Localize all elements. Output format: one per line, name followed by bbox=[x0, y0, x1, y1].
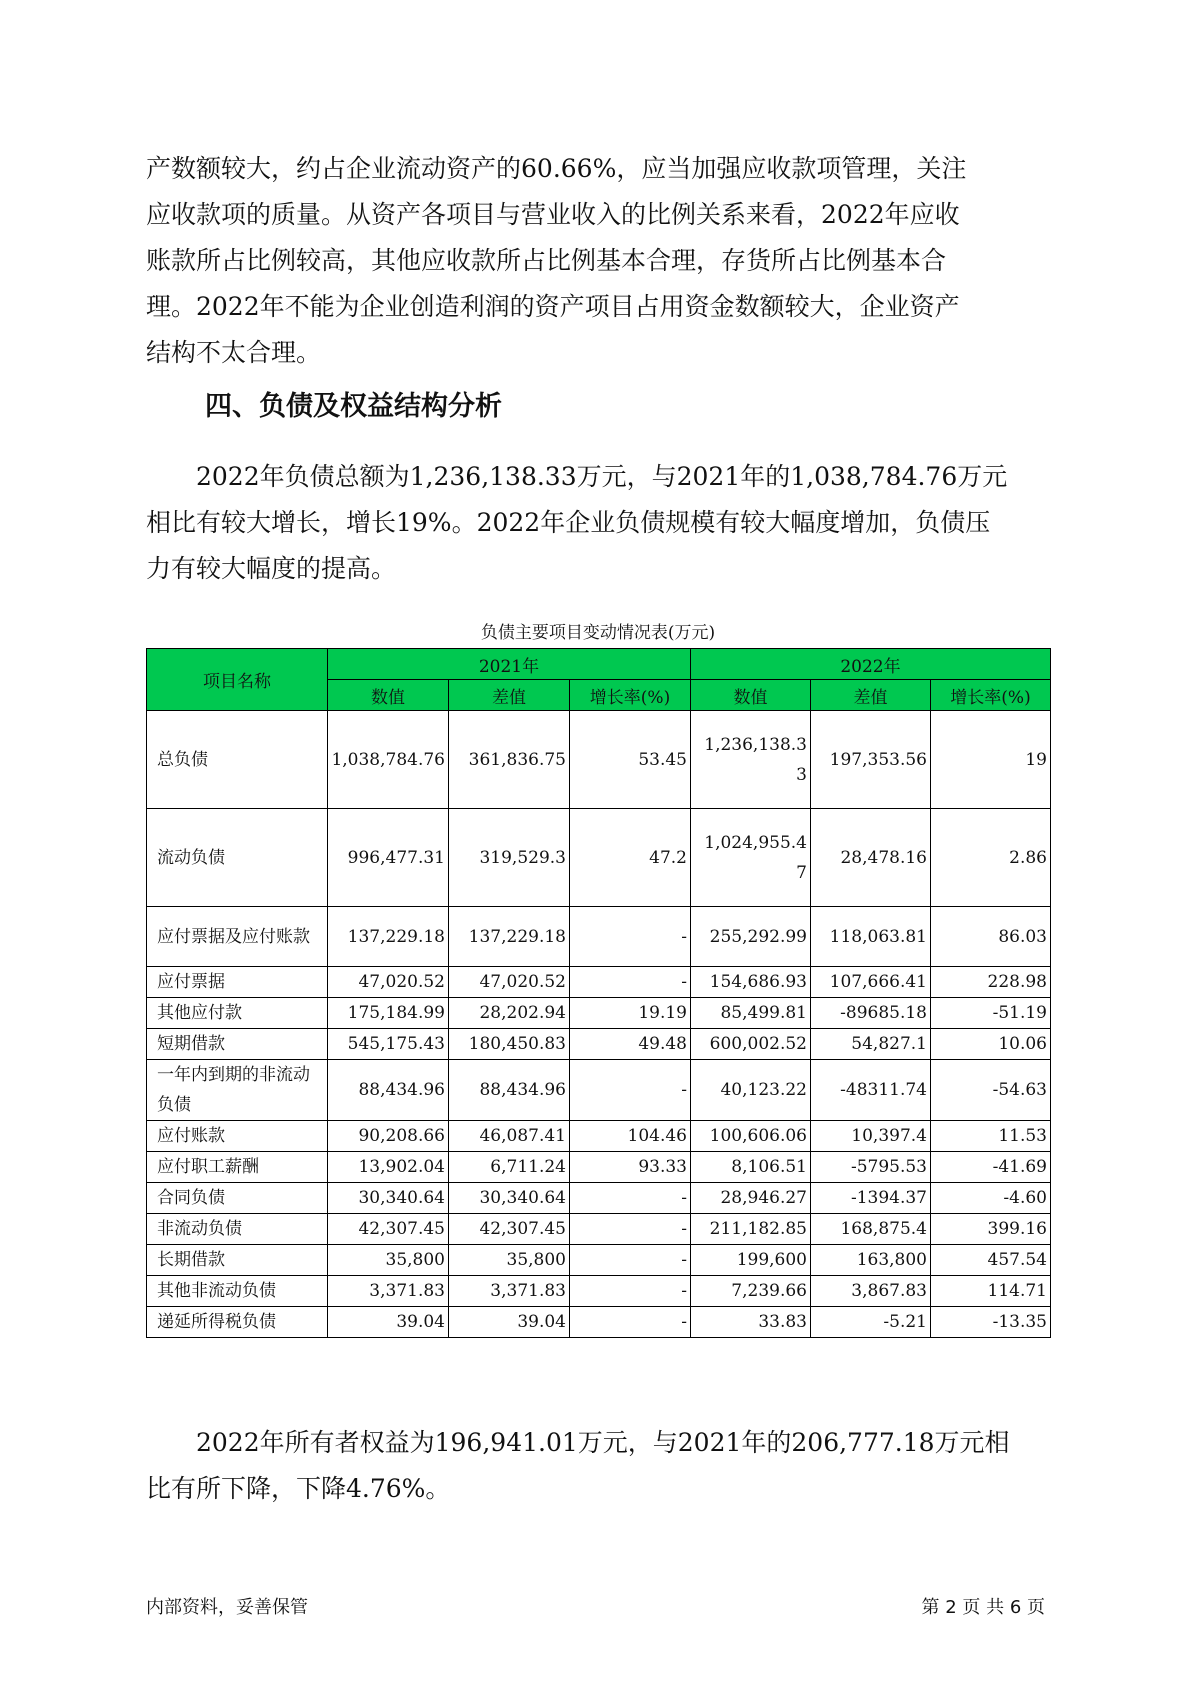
row-value-cell: 3,371.83 bbox=[449, 1276, 570, 1307]
row-value-cell: 457.54 bbox=[931, 1245, 1051, 1276]
row-value-cell: 6,711.24 bbox=[449, 1152, 570, 1183]
table-row bbox=[147, 1307, 1051, 1338]
intro-paragraph bbox=[146, 146, 1046, 376]
row-value-cell: 154,686.93 bbox=[691, 967, 811, 998]
row-item-name: 递延所得税负债 bbox=[147, 1307, 328, 1338]
row-value-cell: 19.19 bbox=[570, 998, 691, 1029]
row-value-cell: -4.60 bbox=[931, 1183, 1051, 1214]
row-value-cell: - bbox=[570, 1245, 691, 1276]
row-value-cell: 100,606.06 bbox=[691, 1121, 811, 1152]
row-value-cell: - bbox=[570, 1183, 691, 1214]
row-value-cell: - bbox=[570, 907, 691, 967]
table-caption: 负债主要项目变动情况表(万元) bbox=[480, 623, 716, 643]
row-value-cell: 361,836.75 bbox=[449, 711, 570, 809]
row-value-cell: 3,371.83 bbox=[328, 1276, 449, 1307]
subheader-growth: 增长率(%) bbox=[931, 680, 1051, 711]
table-row bbox=[147, 711, 1051, 809]
table-row bbox=[147, 967, 1051, 998]
row-item-name: 短期借款 bbox=[147, 1029, 328, 1060]
row-value-cell: 93.33 bbox=[570, 1152, 691, 1183]
subheader-diff: 差值 bbox=[811, 680, 931, 711]
row-value-cell: 114.71 bbox=[931, 1276, 1051, 1307]
row-value-cell: 163,800 bbox=[811, 1245, 931, 1276]
row-value-cell: 137,229.18 bbox=[328, 907, 449, 967]
row-value-cell: - bbox=[570, 1060, 691, 1121]
row-value-cell: 47,020.52 bbox=[328, 967, 449, 998]
row-value-cell: -89685.18 bbox=[811, 998, 931, 1029]
row-value-cell: 10,397.4 bbox=[811, 1121, 931, 1152]
row-value-cell: 39.04 bbox=[449, 1307, 570, 1338]
row-value-cell: 85,499.81 bbox=[691, 998, 811, 1029]
row-value-cell: 88,434.96 bbox=[328, 1060, 449, 1121]
footer-left: 内部资料，妥善保管 bbox=[146, 1597, 308, 1618]
row-value-cell: 42,307.45 bbox=[328, 1214, 449, 1245]
row-value-cell: 996,477.31 bbox=[328, 809, 449, 907]
row-item-name: 流动负债 bbox=[147, 809, 328, 907]
row-value-cell: 35,800 bbox=[449, 1245, 570, 1276]
subheader-growth: 增长率(%) bbox=[570, 680, 691, 711]
row-item-name: 一年内到期的非流动负债 bbox=[147, 1060, 328, 1121]
row-value-cell: -5.21 bbox=[811, 1307, 931, 1338]
row-value-cell: 211,182.85 bbox=[691, 1214, 811, 1245]
row-value-cell: 180,450.83 bbox=[449, 1029, 570, 1060]
row-item-name: 应付职工薪酬 bbox=[147, 1152, 328, 1183]
row-value-cell: 53.45 bbox=[570, 711, 691, 809]
row-value-cell: -51.19 bbox=[931, 998, 1051, 1029]
row-value-cell: 54,827.1 bbox=[811, 1029, 931, 1060]
row-value-cell: -41.69 bbox=[931, 1152, 1051, 1183]
subheader-value: 数值 bbox=[328, 680, 449, 711]
row-value-cell: 86.03 bbox=[931, 907, 1051, 967]
table-row bbox=[147, 1029, 1051, 1060]
table-row bbox=[147, 1276, 1051, 1307]
row-item-name: 其他非流动负债 bbox=[147, 1276, 328, 1307]
liability-line: 力有较大幅度的提高。 bbox=[146, 554, 397, 583]
row-value-cell: 39.04 bbox=[328, 1307, 449, 1338]
row-value-cell: 90,208.66 bbox=[328, 1121, 449, 1152]
liability-paragraph bbox=[146, 454, 1046, 592]
row-value-cell: -1394.37 bbox=[811, 1183, 931, 1214]
row-value-cell: 30,340.64 bbox=[449, 1183, 570, 1214]
row-value-cell: 228.98 bbox=[931, 967, 1051, 998]
row-value-cell: 168,875.4 bbox=[811, 1214, 931, 1245]
row-value-cell: 28,202.94 bbox=[449, 998, 570, 1029]
liability-line: 相比有较大增长，增长19%。2022年企业负债规模有较大幅度增加，负债压 bbox=[146, 508, 991, 537]
table-row bbox=[147, 1060, 1051, 1121]
table-row bbox=[147, 907, 1051, 967]
row-value-cell: 1,038,784.76 bbox=[328, 711, 449, 809]
row-item-name: 应付票据 bbox=[147, 967, 328, 998]
row-value-cell: 42,307.45 bbox=[449, 1214, 570, 1245]
intro-line: 产数额较大，约占企业流动资产的60.66%，应当加强应收款项管理，关注 bbox=[146, 154, 967, 183]
liability-line: 2022年负债总额为1,236,138.33万元，与2021年的1,038,784.76万元 bbox=[196, 462, 1008, 491]
table-row bbox=[147, 1152, 1051, 1183]
row-item-name: 合同负债 bbox=[147, 1183, 328, 1214]
footer-page-number: 第 2 页 共 6 页 bbox=[921, 1597, 1045, 1618]
row-value-cell: 8,106.51 bbox=[691, 1152, 811, 1183]
row-item-name: 应付票据及应付账款 bbox=[147, 907, 328, 967]
row-value-cell: 255,292.99 bbox=[691, 907, 811, 967]
row-value-cell: 545,175.43 bbox=[328, 1029, 449, 1060]
row-item-name: 总负债 bbox=[147, 711, 328, 809]
row-value-cell: 47,020.52 bbox=[449, 967, 570, 998]
equity-line: 2022年所有者权益为196,941.01万元，与2021年的206,777.18万元相 bbox=[196, 1428, 1010, 1457]
header-item-name: 项目名称 bbox=[147, 649, 328, 711]
row-value-cell: 118,063.81 bbox=[811, 907, 931, 967]
row-value-cell: 2.86 bbox=[931, 809, 1051, 907]
row-value-cell: 35,800 bbox=[328, 1245, 449, 1276]
liability-table bbox=[146, 648, 1051, 1338]
row-value-cell: -5795.53 bbox=[811, 1152, 931, 1183]
table-row bbox=[147, 1214, 1051, 1245]
row-value-cell: - bbox=[570, 1276, 691, 1307]
table-row bbox=[147, 1245, 1051, 1276]
table-row bbox=[147, 1183, 1051, 1214]
subheader-diff: 差值 bbox=[449, 680, 570, 711]
row-value-cell: 28,478.16 bbox=[811, 809, 931, 907]
table-row bbox=[147, 809, 1051, 907]
row-value-cell: 10.06 bbox=[931, 1029, 1051, 1060]
section-heading: 四、负债及权益结构分析 bbox=[205, 391, 502, 422]
intro-line: 账款所占比例较高，其他应收款所占比例基本合理，存货所占比例基本合 bbox=[146, 246, 947, 275]
row-value-cell: 40,123.22 bbox=[691, 1060, 811, 1121]
row-value-cell: -48311.74 bbox=[811, 1060, 931, 1121]
row-value-cell: 28,946.27 bbox=[691, 1183, 811, 1214]
row-value-cell: 137,229.18 bbox=[449, 907, 570, 967]
row-value-cell: 46,087.41 bbox=[449, 1121, 570, 1152]
row-item-name: 非流动负债 bbox=[147, 1214, 328, 1245]
row-value-cell: 399.16 bbox=[931, 1214, 1051, 1245]
subheader-value: 数值 bbox=[691, 680, 811, 711]
row-value-cell: 3,867.83 bbox=[811, 1276, 931, 1307]
row-value-cell: 175,184.99 bbox=[328, 998, 449, 1029]
table-row bbox=[147, 1121, 1051, 1152]
row-value-cell: 1,236,138.33 bbox=[691, 711, 811, 809]
row-value-cell: 11.53 bbox=[931, 1121, 1051, 1152]
table-row bbox=[147, 998, 1051, 1029]
row-value-cell: 47.2 bbox=[570, 809, 691, 907]
row-value-cell: 49.48 bbox=[570, 1029, 691, 1060]
row-value-cell: 1,024,955.47 bbox=[691, 809, 811, 907]
row-value-cell: 199,600 bbox=[691, 1245, 811, 1276]
row-value-cell: 319,529.3 bbox=[449, 809, 570, 907]
row-value-cell: 600,002.52 bbox=[691, 1029, 811, 1060]
row-item-name: 其他应付款 bbox=[147, 998, 328, 1029]
row-value-cell: - bbox=[570, 967, 691, 998]
row-value-cell: 107,666.41 bbox=[811, 967, 931, 998]
intro-line: 结构不太合理。 bbox=[146, 338, 322, 367]
row-value-cell: - bbox=[570, 1307, 691, 1338]
equity-paragraph bbox=[146, 1420, 1046, 1512]
equity-line: 比有所下降，下降4.76%。 bbox=[146, 1474, 451, 1503]
row-value-cell: 33.83 bbox=[691, 1307, 811, 1338]
row-value-cell: 197,353.56 bbox=[811, 711, 931, 809]
row-value-cell: -54.63 bbox=[931, 1060, 1051, 1121]
header-year-2021: 2021年 bbox=[328, 649, 691, 680]
row-value-cell: 104.46 bbox=[570, 1121, 691, 1152]
row-value-cell: 13,902.04 bbox=[328, 1152, 449, 1183]
row-value-cell: 88,434.96 bbox=[449, 1060, 570, 1121]
row-value-cell: -13.35 bbox=[931, 1307, 1051, 1338]
header-year-2022: 2022年 bbox=[691, 649, 1051, 680]
row-value-cell: 19 bbox=[931, 711, 1051, 809]
intro-line: 理。2022年不能为企业创造利润的资产项目占用资金数额较大，企业资产 bbox=[146, 292, 960, 321]
row-item-name: 应付账款 bbox=[147, 1121, 328, 1152]
row-value-cell: 30,340.64 bbox=[328, 1183, 449, 1214]
row-item-name: 长期借款 bbox=[147, 1245, 328, 1276]
row-value-cell: - bbox=[570, 1214, 691, 1245]
row-value-cell: 7,239.66 bbox=[691, 1276, 811, 1307]
intro-line: 应收款项的质量。从资产各项目与营业收入的比例关系来看，2022年应收 bbox=[146, 200, 960, 229]
